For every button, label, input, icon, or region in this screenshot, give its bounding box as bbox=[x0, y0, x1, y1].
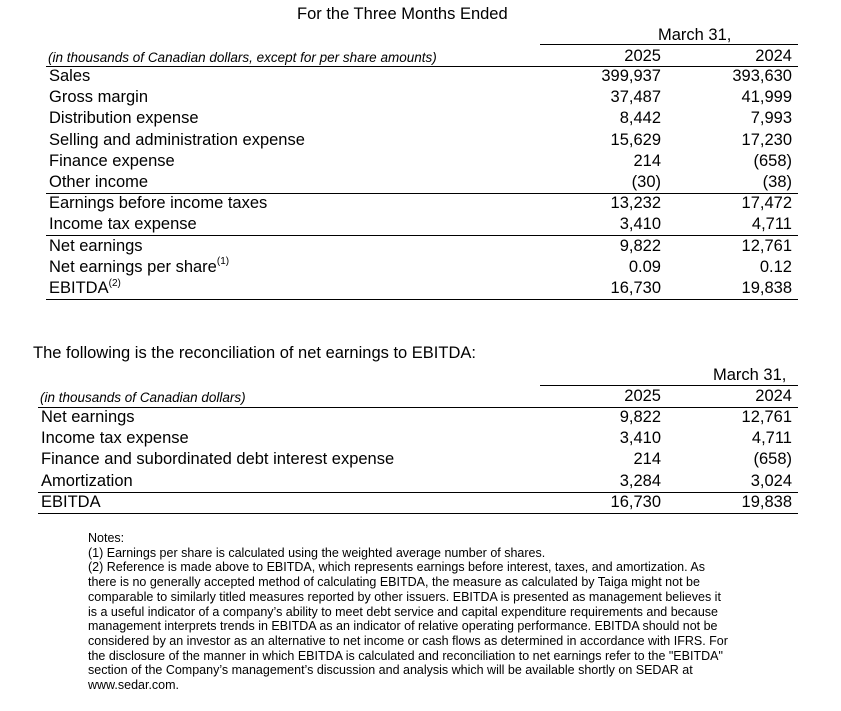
table1-row-label: Net earnings per share$^{(1)}$ bbox=[49, 256, 230, 276]
note-line: considered by an investor as an alternative to net income or cash flows as determined in accordance with IFRS. For bbox=[88, 633, 728, 648]
note-line: section of the Company’s management’s discussion and analysis which will be available shortly on SEDAR at bbox=[88, 663, 693, 678]
table1-ebitda-bottom-rule bbox=[46, 299, 798, 300]
table1-cell-2024: 41,999 bbox=[741, 88, 792, 107]
table1-cell-2024: 0.12 bbox=[759, 257, 792, 276]
table1-cell-2024: 4,711 bbox=[751, 215, 792, 234]
table2-row-label: Amortization bbox=[41, 471, 133, 490]
table1-row-label: Other income bbox=[49, 173, 149, 191]
table1-row-label: Earnings before income taxes bbox=[49, 194, 268, 213]
table1-cell-2025: 3,410 bbox=[619, 215, 661, 234]
table1-col-2025: 2025 bbox=[624, 47, 661, 65]
table1-cell-2025: 37,487 bbox=[610, 88, 661, 107]
table2-cell-2025: 16,730 bbox=[610, 492, 661, 511]
table1-cell-2025: 13,232 bbox=[610, 194, 661, 213]
table1-cell-2024: 17,472 bbox=[741, 194, 792, 213]
table1-cell-2025: 16,730 bbox=[610, 279, 661, 297]
footnote-marker: (1) bbox=[216, 256, 230, 268]
table1-cell-2025: 9,822 bbox=[619, 236, 661, 255]
table2-cell-2025: 9,822 bbox=[619, 408, 661, 426]
table1-row-label: Finance expense bbox=[49, 151, 175, 170]
footnote-marker: (2) bbox=[108, 277, 121, 289]
notes-heading: Notes: bbox=[88, 531, 125, 545]
notes-block bbox=[88, 531, 808, 693]
table1-cell-2025: 15,629 bbox=[610, 130, 661, 149]
table1-row-label: Distribution expense bbox=[49, 109, 199, 128]
table1-cell-2024: 17,230 bbox=[741, 130, 792, 149]
table2-cell-2024: 4,711 bbox=[751, 429, 792, 448]
table2-cell-2024: 3,024 bbox=[750, 471, 792, 490]
table2-row-label: Income tax expense bbox=[41, 429, 189, 448]
reconciliation-intro: The following is the reconciliation of net earnings to EBITDA: bbox=[33, 344, 476, 362]
table1-cell-2024: 12,761 bbox=[741, 236, 792, 255]
table2-units-note: (in thousands of Canadian dollars) bbox=[40, 390, 246, 405]
table1-col-2024: 2024 bbox=[755, 47, 792, 65]
table1-row-label: Income tax expense bbox=[49, 215, 197, 234]
table2-col-2025: 2025 bbox=[624, 387, 661, 405]
table2-cell-2025: 3,284 bbox=[619, 471, 661, 490]
note-line: there is no generally accepted method of calculating EBITDA, the measure as calculated by Taiga might not be bbox=[88, 575, 700, 590]
table1-cell-2025: (30) bbox=[631, 173, 661, 191]
table1-cell-2024: (38) bbox=[762, 173, 792, 191]
table1-cell-2024: 7,993 bbox=[750, 109, 792, 128]
table2-cell-2024: 19,838 bbox=[741, 492, 792, 511]
table2-row-label: Finance and subordinated debt interest expense bbox=[41, 450, 395, 469]
table2-ebitda-bottom-rule bbox=[38, 513, 798, 514]
table1-cell-2024: 393,630 bbox=[732, 67, 792, 85]
table2-row-label: EBITDA bbox=[41, 492, 101, 511]
table2-row-label: Net earnings bbox=[41, 408, 135, 426]
table2-date-header: March 31, bbox=[713, 366, 787, 384]
note-line: comparable to similarly titled measures reported by other issuers. EBITDA is presented as management believes it bbox=[88, 589, 721, 604]
table1-cell-2024: (658) bbox=[753, 151, 792, 170]
table2-cell-2025: 3,410 bbox=[619, 429, 661, 448]
note-line: management interprets trends in EBITDA as an indicator of relative operating performance. EBITDA should not be bbox=[88, 619, 718, 634]
table1-cell-2025: 0.09 bbox=[628, 257, 661, 276]
table1-row-label: Net earnings bbox=[49, 236, 143, 255]
table2-col-2024: 2024 bbox=[755, 387, 792, 405]
table1-row-label: Selling and administration expense bbox=[49, 130, 305, 149]
note-line: is a useful indicator of a company’s ability to meet debt service and capital expenditure requirements and because bbox=[88, 604, 718, 619]
table1-cell-2024: 19,838 bbox=[741, 279, 792, 297]
table1-row-label: Gross margin bbox=[49, 88, 149, 107]
note-line: (1) Earnings per share is calculated using the weighted average number of shares. bbox=[88, 545, 546, 560]
table2-cell-2025: 214 bbox=[633, 450, 661, 469]
note-line: www.sedar.com. bbox=[88, 678, 180, 693]
table1-units-note: (in thousands of Canadian dollars, except for per share amounts) bbox=[48, 50, 437, 65]
note-line: (2) Reference is made above to EBITDA, which represents earnings before interest, taxes, and amortization. As bbox=[88, 560, 705, 575]
table1-row-label: Sales bbox=[49, 67, 91, 85]
table2-cell-2024: 12,761 bbox=[741, 408, 792, 426]
table1-cell-2025: 399,937 bbox=[601, 67, 661, 85]
table1-date-header: March 31, bbox=[658, 26, 732, 44]
table2-header-rule bbox=[540, 385, 798, 386]
note-line: the disclosure of the manner in which EBITDA is calculated and reconciliation to net earnings refer to the "EBITDA" bbox=[88, 648, 723, 663]
table1-row-label: EBITDA$^{(2)}$ bbox=[49, 277, 121, 297]
period-header: For the Three Months Ended bbox=[297, 5, 508, 23]
table2-cell-2024: (658) bbox=[753, 450, 792, 469]
table1-header-rule bbox=[540, 44, 798, 45]
table1-cell-2025: 214 bbox=[633, 151, 661, 170]
notes-lines bbox=[88, 546, 808, 693]
table1-cell-2025: 8,442 bbox=[619, 109, 661, 128]
